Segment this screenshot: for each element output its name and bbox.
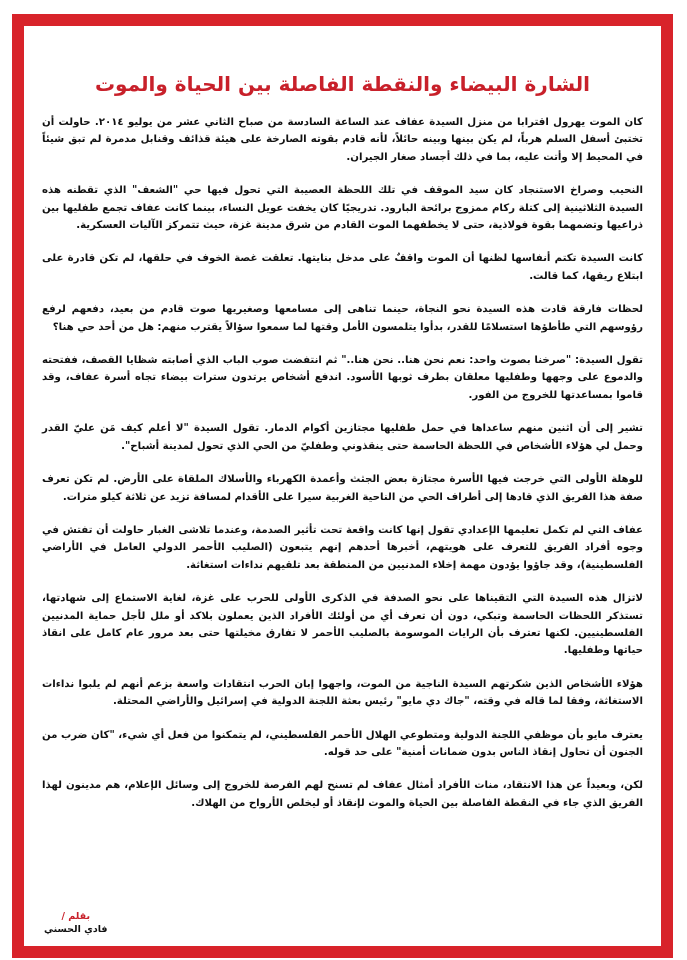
paragraph: النحيب وصراخ الاستنجاد كان سيد الموقف في تلك اللحظة العصيبة التي تحول فيها حي "الشعف" الذي تقطنه هذه السيدة الثلاثينية إلى كتلة ركام ممزوج برائحة البارود. تدريجيًا كان يخفت عويل النساء، بينما كانت عفاف تجمع طفليها بين ذراعيها وتضمهما بقوة فولاذية، حتى لا يخطفهما الموت القادم من شرق مدينة غزة، حيث تتمركز الآليات العسكرية. xyxy=(42,185,643,232)
paragraph: تقول السيدة: "صرخنا بصوت واحد: نعم نحن هنا.. نحن هنا.." ثم انتفضت صوب الباب الذي أصابته شظايا القصف، ففتحته والدموع على وجهها وطفليها معلقان بطرف ثوبها الأسود. اندفع أشخاص يرتدون سترات بيضاء تجاه أسرة عفاف، وقد قاموا بمساعدتها للخروج من الفور. xyxy=(42,355,643,401)
paragraph: تشير إلى أن اثنين منهم ساعداها في حمل طفليها مجتازين أكوام الدمار. تقول السيدة "لا أعلم كيف مَن عليّ القدر وحمل لي هؤلاء الأشخاص في اللحظة الحاسمة حتى ينقذوني وطفليّ من الحي الذي تحول لمدينة أشباح". xyxy=(42,423,643,452)
paragraph: يعترف مايو بأن موظفي اللجنة الدولية ومتطوعي الهلال الأحمر الفلسطيني، لم يتمكنوا من فعل أي شيء، "كان ضرب من الجنون أن تحاول إنقاذ الناس بدون ضمانات أمنية" على حد قوله. xyxy=(42,729,643,758)
paragraph: هؤلاء الأشخاص الذين شكرتهم السيدة الناجية من الموت، واجهوا إبان الحرب انتقادات واسعة بزعم أنهم لم يلبوا نداءات الاستغاثة، وفقا لما قاله في وقته، "جاك دي مايو" رئيس بعثة اللجنة الدولية في إسرائيل والأراضي المحتلة. xyxy=(42,678,643,708)
paragraph: للوهلة الأولى التي خرجت فيها الأسرة مجتازة بعض الجثث وأعمدة الكهرباء والأسلاك الملقاة على الأرض. لم تكن تعرف صفة هذا الفريق الذي قادها إلى أطراف الحي من الناحية الغربية سيرا على الأقدام لمسافة تزيد عن ثلاثة كيلو مترات. xyxy=(42,474,643,503)
article-title: الشارة البيضاء والنقطة الفاصلة بين الحياة والموت xyxy=(94,72,591,96)
paragraph-list xyxy=(42,114,643,812)
article-body xyxy=(42,26,643,946)
paragraph: لحظات فارقة قادت هذه السيدة نحو النجاة، حينما تناهى إلى مسامعها وصغيريها صوت قادم من بعيد، دفعهم لرفع رؤوسهم التي طأطؤها استسلامًا للقدر، بدأوا يتلمسون الأمل وقتها لما سمعوا سؤالاً يقترب منهم: هل من أحد حي هنا؟ xyxy=(42,304,643,333)
paragraph: لكن، وبعيداً عن هذا الانتقاد، منات الأفراد أمثال عفاف لم تسنح لهم الفرصة للخروج إلى وسائل الإعلام، هم مدينون لهذا الفريق الذي جاء في النقطة الفاصلة بين الحياة والموت لإنقاذ أو ليخلص الأرواح من الهلاك. xyxy=(42,780,643,809)
paragraph: كانت السيدة تكتم أنفاسها لظنها أن الموت واقفٌ على مدخل بنايتها. تعلقت غصة الخوف في حلقها، لم تكن قادرة على ابتلاع ريقها، كما قالت. xyxy=(42,253,643,282)
author-signature xyxy=(44,910,108,936)
author-name: فادي الحسني xyxy=(44,924,108,935)
paragraph: لاتزال هذه السيدة التي التقيناها على نحو الصدفة في الذكرى الأولى للحرب على غزة، لغاية الاستماع إلى شهادتها، تستذكر اللحظات الحاسمة وتبكي، دون أن تعرف أي من أولئك الأفراد الذين يعملون بلاكد أو ملل لأجل حماية المدنيين الفلسطينيين. لكنها تعترف بأن الرايات الموسومة بالصليب الأحمر لا تفارق مخيلتها حتى بعد مرور عام كامل على انقاذ حياتها وطفليها. xyxy=(42,593,643,657)
signature-label: بقلم / xyxy=(61,911,91,922)
paragraph: كان الموت يهرول اقترابا من منزل السيدة عفاف عند الساعة السادسة من صباح الثاني عشر من يوليو ٢٠١٤. حاولت أن تختبئ أسفل السلم هرباً، لم يكن بينها وبينه حائلاً، لأنه قادم بقوته الصارخة على هيئة قذائف وقنابل مدمرة لم تبق شيئاً في المحيط إلا وأتت عليه، بما في ذلك أجساد صغار الجيران. xyxy=(42,117,643,163)
paragraph: عفاف التي لم تكمل تعليمها الإعدادي تقول إنها كانت واقعة تحت تأثير الصدمة، وعندما تلاشى الغبار حاولت أن تفتش في وجوه أفراد الفريق للتعرف على هويتهم، أخبرها أحدهم إنهم يتبعون (الصليب الأحمر الدولي العامل في الأراضي الفلسطينية)، وقد جاؤوا يؤدون مهمة إخلاء المدنيين من المنطقة بعد تلقيهم نداءات استغاثة. xyxy=(42,524,643,571)
red-border-frame xyxy=(12,14,673,958)
